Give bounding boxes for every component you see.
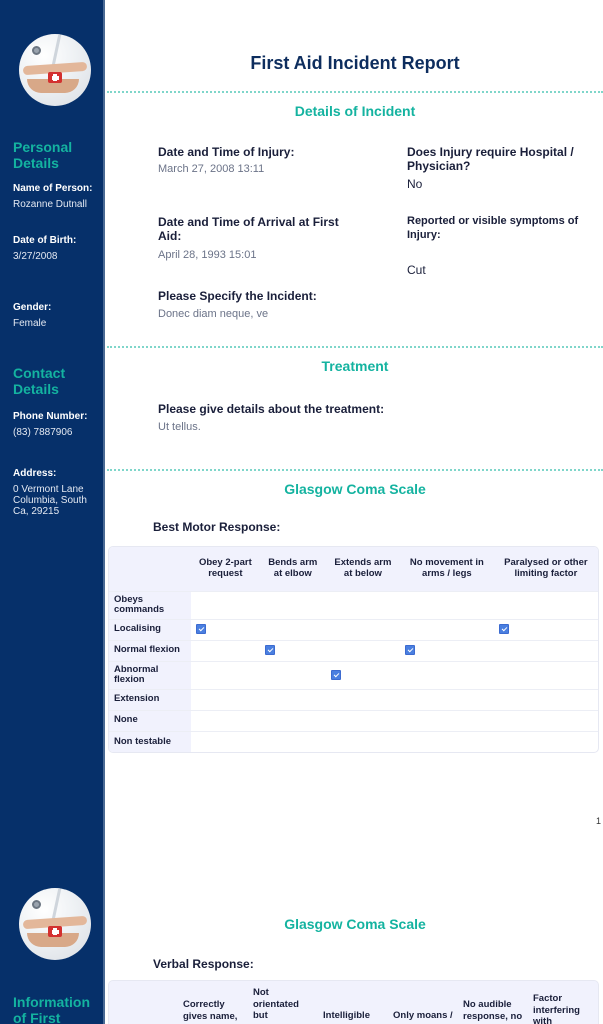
row-label: Non testable (109, 731, 191, 752)
first-aid-avatar-icon (19, 34, 91, 106)
table-cell[interactable] (326, 710, 400, 731)
treatment-details-label: Please give details about the treatment: (158, 402, 385, 416)
table-cell[interactable] (260, 731, 326, 752)
verbal-response-label: Verbal Response: (153, 957, 254, 971)
table-row (109, 710, 598, 731)
row-label: Abnormal flexion (109, 661, 191, 689)
table-cell[interactable] (326, 661, 400, 689)
hospital-value: No (407, 177, 423, 191)
column-header: Bends arm at elbow (260, 547, 326, 591)
checkbox-checked-icon[interactable] (499, 624, 509, 634)
hospital-label-line1: Does Injury require Hospital / (407, 145, 574, 159)
page-title: First Aid Incident Report (250, 53, 460, 73)
column-header: Extends arm at below (326, 547, 400, 591)
arrival-value: April 28, 1993 15:01 (158, 249, 257, 261)
table-cell[interactable] (400, 661, 494, 689)
table-cell[interactable] (260, 640, 326, 661)
table-cell[interactable] (260, 661, 326, 689)
address-line-1: 0 Vermont Lane (13, 484, 84, 495)
gcs-section-title-page2: Glasgow Coma Scale (284, 916, 426, 932)
table-row (109, 640, 598, 661)
report-main (107, 0, 603, 1024)
column-header: Obey 2-part request (191, 547, 260, 591)
injury-datetime-value: March 27, 2008 13:11 (158, 163, 265, 175)
symptoms-value: Cut (407, 263, 426, 277)
table-row (109, 591, 598, 619)
table-cell[interactable] (494, 661, 598, 689)
contact-details-heading: Contact Details (13, 365, 66, 397)
treatment-details-value: Ut tellus. (158, 421, 201, 433)
address-line-3: Ca, 29215 (13, 506, 60, 517)
phone-value: (83) 7887906 (13, 427, 73, 438)
table-cell[interactable] (191, 619, 260, 640)
table-cell[interactable] (326, 591, 400, 619)
column-header: Intelligible (323, 1010, 370, 1021)
table-cell[interactable] (191, 731, 260, 752)
column-header: No movement in arms / legs (400, 547, 494, 591)
row-label: Localising (109, 619, 191, 640)
table-cell[interactable] (326, 731, 400, 752)
incident-label: Please Specify the Incident: (158, 289, 317, 303)
checkbox-checked-icon[interactable] (405, 645, 415, 655)
phone-label: Phone Number: (13, 411, 88, 422)
information-heading-line2: of First (13, 1010, 61, 1024)
treatment-section-title: Treatment (321, 358, 389, 374)
section-divider (107, 469, 603, 471)
checkbox-checked-icon[interactable] (265, 645, 275, 655)
arrival-label-line2: Aid: (158, 229, 182, 243)
dob-label: Date of Birth: (13, 235, 77, 246)
information-heading-line1: Information (13, 994, 90, 1010)
column-header: Not orientated but (253, 987, 299, 1021)
table-cell[interactable] (494, 689, 598, 710)
gcs-section-title: Glasgow Coma Scale (284, 481, 426, 497)
checkbox-checked-icon[interactable] (331, 670, 341, 680)
table-row (109, 661, 598, 689)
checkbox-checked-icon[interactable] (196, 624, 206, 634)
incident-value: Donec diam neque, ve (158, 308, 269, 320)
name-value: Rozanne Dutnall (13, 199, 87, 210)
table-row (109, 689, 598, 710)
sidebar (0, 0, 105, 1024)
address-line-2: Columbia, South (13, 495, 87, 506)
name-label: Name of Person: (13, 183, 93, 194)
table-row (109, 731, 598, 752)
table-cell[interactable] (260, 710, 326, 731)
row-label: Normal flexion (109, 640, 191, 661)
table-cell[interactable] (400, 591, 494, 619)
table-cell[interactable] (494, 591, 598, 619)
dob-value: 3/27/2008 (13, 251, 58, 262)
table-cell[interactable] (494, 710, 598, 731)
table-cell[interactable] (400, 619, 494, 640)
table-cell[interactable] (191, 591, 260, 619)
table-cell[interactable] (400, 731, 494, 752)
column-header: Factor interfering with (533, 993, 580, 1024)
table-cell[interactable] (326, 640, 400, 661)
table-cell[interactable] (494, 731, 598, 752)
table-cell[interactable] (260, 619, 326, 640)
hospital-label-line2: Physician? (407, 159, 471, 173)
table-cell[interactable] (326, 689, 400, 710)
motor-response-table (108, 546, 599, 753)
section-divider (107, 346, 603, 348)
column-header: Only moans / (393, 1010, 453, 1021)
table-cell[interactable] (326, 619, 400, 640)
first-aid-avatar-icon-page2 (19, 888, 91, 960)
table-cell[interactable] (260, 689, 326, 710)
details-section-title: Details of Incident (294, 103, 416, 119)
table-row (109, 619, 598, 640)
table-cell[interactable] (400, 689, 494, 710)
table-corner (109, 547, 191, 591)
verbal-response-table-header (108, 980, 599, 1024)
table-cell[interactable] (191, 689, 260, 710)
gender-value: Female (13, 318, 47, 329)
page-number: 1 (595, 816, 601, 826)
table-cell[interactable] (494, 619, 598, 640)
table-cell[interactable] (400, 640, 494, 661)
motor-response-label: Best Motor Response: (153, 520, 281, 534)
symptoms-label-line1: Reported or visible symptoms of (407, 215, 579, 227)
arrival-label-line1: Date and Time of Arrival at First (158, 215, 339, 229)
table-cell[interactable] (494, 640, 598, 661)
injury-datetime-label: Date and Time of Injury: (158, 145, 295, 159)
column-header: Correctly gives name, (183, 999, 238, 1022)
table-cell[interactable] (260, 591, 326, 619)
table-cell[interactable] (191, 640, 260, 661)
table-cell[interactable] (191, 661, 260, 689)
section-divider (107, 91, 603, 93)
table-cell[interactable] (191, 710, 260, 731)
column-header: Paralysed or other limiting factor (494, 547, 598, 591)
personal-details-heading: Personal Details (13, 139, 73, 171)
gender-label: Gender: (13, 302, 52, 313)
column-header: No audible response, no (463, 999, 523, 1022)
row-label: Obeys commands (109, 591, 191, 619)
address-label: Address: (13, 468, 57, 479)
table-cell[interactable] (400, 710, 494, 731)
row-label: Extension (109, 689, 191, 710)
symptoms-label-line2: Injury: (407, 229, 441, 241)
row-label: None (109, 710, 191, 731)
